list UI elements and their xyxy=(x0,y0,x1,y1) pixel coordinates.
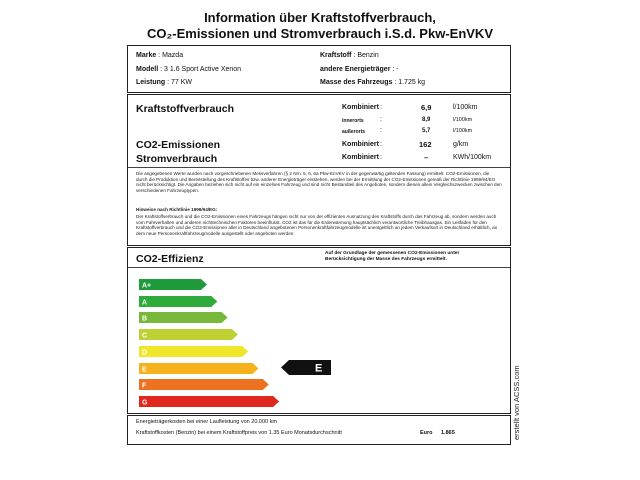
row-colon: : xyxy=(380,141,382,148)
efficiency-class-label: A+ xyxy=(142,282,152,290)
row-colon: : xyxy=(380,154,382,161)
efficiency-class-f xyxy=(139,379,271,390)
vehicle-info-box xyxy=(127,45,511,93)
row-unit: l/100km xyxy=(453,117,473,123)
masse-row: Masse des Fahrzeugs : 1.725 kg xyxy=(320,79,426,86)
row-label: Kombiniert xyxy=(342,154,379,161)
row-value: 162 xyxy=(419,140,432,149)
efficiency-class-label: A xyxy=(142,299,148,307)
title-line-2: CO₂-Emissionen und Stromverbrauch i.S.d. Pkw-EnVKV xyxy=(146,26,493,41)
efficiency-class-label: B xyxy=(142,315,148,323)
row-label: außerorts xyxy=(342,129,366,135)
costs-amount: 1.865 xyxy=(441,430,455,436)
efficiency-class-aplus xyxy=(139,279,209,290)
efficiency-class-label: D xyxy=(142,349,148,357)
row-value: – xyxy=(424,153,429,162)
efficiency-class-b xyxy=(139,312,230,323)
costs-line-2: Kraftstoffkosten (Benzin) bei einem Kraftstoffpreis von 1.35 Euro Monatsdurchschnitt xyxy=(136,430,342,436)
title-line-1: Information über Kraftstoffverbrauch, xyxy=(204,10,436,25)
heading-power: Stromverbrauch xyxy=(136,153,218,165)
marke-value: Mazda xyxy=(162,52,184,59)
hinweis-text: Der Kraftstoffverbrauch und die CO2-Emissionen eines Fahrzeugs hängen nicht nur von der effizienten Ausnutzung des Kraftstoffs durch das Fahrzeug ab, sondern werden auch vom Fahrverhalten und anderen nichttechnischen Faktoren beeinflusst. CO2 ist das für die Erderwärmung hauptsächlich verantwortliche Treibhausgas. Ein Leitfaden für den Kraftstoffverbrauch und die CO2-Emissionen aller in Deutschland angebotenen Personenkraftfahrzeugmodelle ist unentgeltlich an jedem Verkaufsort in Deutschland erhältlich, an dem neue Personenkraftfahrzeugmodelle ausgestellt oder angeboten werden. xyxy=(136,214,498,236)
marke-row: Marke : Mazda xyxy=(136,52,184,59)
heading-fuel: Kraftstoffverbrauch xyxy=(136,103,235,115)
efficiency-class-c xyxy=(139,329,240,340)
divider xyxy=(128,267,510,268)
efficiency-class-label: C xyxy=(142,332,148,340)
consumption-box xyxy=(127,94,511,246)
efficiency-class-label: E xyxy=(142,366,147,373)
masse-label: Masse des Fahrzeugs xyxy=(320,79,393,86)
costs-currency: Euro xyxy=(420,430,433,436)
row-label: Kombiniert xyxy=(342,104,379,111)
hinweis-heading: Hinweise nach Richtlinie 1999/94/EG: xyxy=(136,207,218,212)
row-unit: KWh/100km xyxy=(453,154,492,161)
heading-co2: CO2-Emissionen xyxy=(136,139,221,151)
energietraeger-value: - xyxy=(396,66,399,73)
efficiency-note: Auf der Grundlage der gemessenen CO2-Emissionen unter Berücksichtigung der Masse des Fahrzeugs ermittelt. xyxy=(325,251,460,262)
row-value: 8,9 xyxy=(422,117,431,123)
row-colon: : xyxy=(380,127,382,134)
rating-label: E xyxy=(315,362,323,375)
leistung-label: Leistung xyxy=(136,79,166,86)
costs-box xyxy=(127,415,511,445)
efficiency-class-a xyxy=(139,296,219,307)
row-value: 5,7 xyxy=(422,128,431,134)
costs-line-1: Energieträgerkosten bei einer Laufleistung von 20.000 km xyxy=(136,419,277,425)
efficiency-heading: CO2-Effizienz xyxy=(136,253,204,265)
row-colon: : xyxy=(380,116,382,123)
side-credit: erstellt von ACSS.com xyxy=(512,365,521,440)
efficiency-class-e xyxy=(139,363,261,374)
row-colon: : xyxy=(380,104,382,111)
modell-label: Modell xyxy=(136,66,159,73)
row-unit: l/100km xyxy=(453,128,473,134)
efficiency-class-label: F xyxy=(142,382,147,390)
modell-row: Modell : 3 1.6 Sport Active Xenon xyxy=(136,66,242,73)
row-unit: l/100km xyxy=(453,104,478,111)
marke-label: Marke xyxy=(136,52,157,59)
kraftstoff-value: Benzin xyxy=(357,52,379,59)
divider xyxy=(128,167,510,168)
kraftstoff-label: Kraftstoff xyxy=(320,52,352,59)
efficiency-class-g xyxy=(139,396,281,407)
row-label: innerorts xyxy=(342,118,364,124)
energietraeger-row: andere Energieträger : - xyxy=(320,66,399,73)
row-label: Kombiniert xyxy=(342,141,379,148)
modell-value: 3 1.6 Sport Active Xenon xyxy=(164,66,242,73)
row-value: 6,9 xyxy=(421,103,432,112)
leistung-value: 77 KW xyxy=(171,79,193,86)
disclaimer-text: Die angegebenen Werte wurden nach vorgeschriebenen Messverfahren (§ 2 Nrn. 5, 6, 6a Pkw-EnVKV in der gegenwärtig geltenden Fassung) ermittelt. CO2-Emissionen, die durch die Produktion und Bereitstellung des Kraftstoffes bzw. anderer Energieträger entstehen, werden bei der Ermittlung der CO2-Emissionen gemäß der Richtlinie 1999/94/EG nicht berücksichtigt. Die Angaben beziehen sich nicht auf ein einzelnes Fahrzeug und sind nicht Bestandteil des Angebotes, sondern dienen allein Vergleichszwecken zwischen den verschiedenen Fahrzeugtypen. xyxy=(136,171,502,193)
leistung-row: Leistung : 77 KW xyxy=(136,79,193,86)
row-unit: g/km xyxy=(453,141,469,148)
kraftstoff-row: Kraftstoff : Benzin xyxy=(320,52,379,59)
efficiency-class-label: G xyxy=(142,399,148,407)
energietraeger-label: andere Energieträger xyxy=(320,66,391,73)
masse-value: 1.725 kg xyxy=(398,79,426,86)
rating-indicator xyxy=(281,360,331,375)
efficiency-class-d xyxy=(139,346,250,357)
